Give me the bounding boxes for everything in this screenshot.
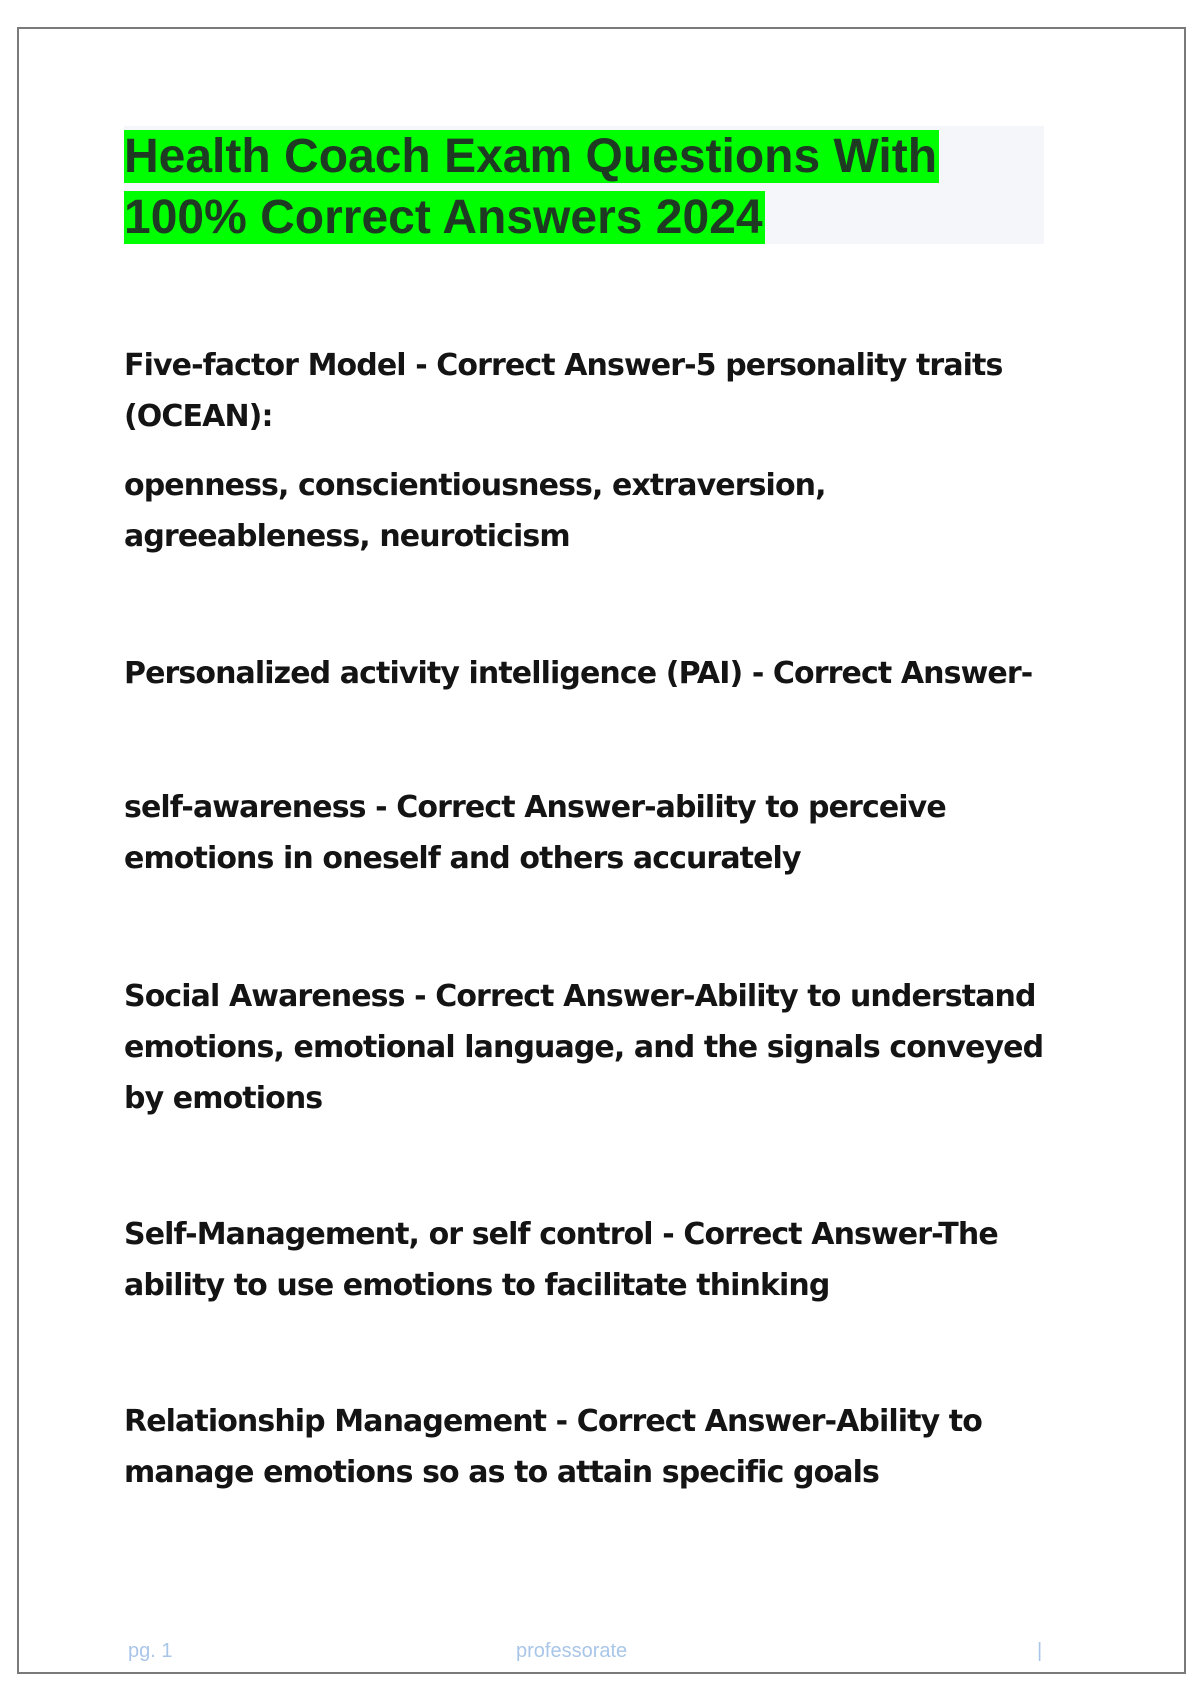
qa-entry-five-factor: Five-factor Model - Correct Answer-5 personality traits (OCEAN): [124,348,1003,434]
title-line-2: 100% Correct Answers 2024 [124,191,763,244]
page-footer [0,1640,1200,1670]
qa-entry-relationship-management: Relationship Management - Correct Answer-Ability to manage emotions so as to attain specific goals [124,1404,982,1490]
qa-entry-social-awareness: Social Awareness - Correct Answer-Ability to understand emotions, emotional language, and the signals conveyed by emotions [124,979,1044,1116]
footer-separator: | [1037,1640,1043,1662]
page-number: pg. 1 [128,1640,173,1662]
qa-entry-pai: Personalized activity intelligence (PAI) - Correct Answer- [124,656,1033,691]
qa-entry-self-management: Self-Management, or self control - Correct Answer-The ability to use emotions to facilitate thinking [124,1217,998,1303]
site-watermark: professorate [516,1640,628,1662]
document-title [124,126,1044,248]
title-block [124,126,1044,244]
qa-entry-self-awareness: self-awareness - Correct Answer-ability to perceive emotions in oneself and others accurately [124,790,946,876]
qa-entry-five-factor-continuation: openness, conscientiousness, extraversion, agreeableness, neuroticism [124,468,826,554]
title-line-1: Health Coach Exam Questions With [124,130,938,183]
